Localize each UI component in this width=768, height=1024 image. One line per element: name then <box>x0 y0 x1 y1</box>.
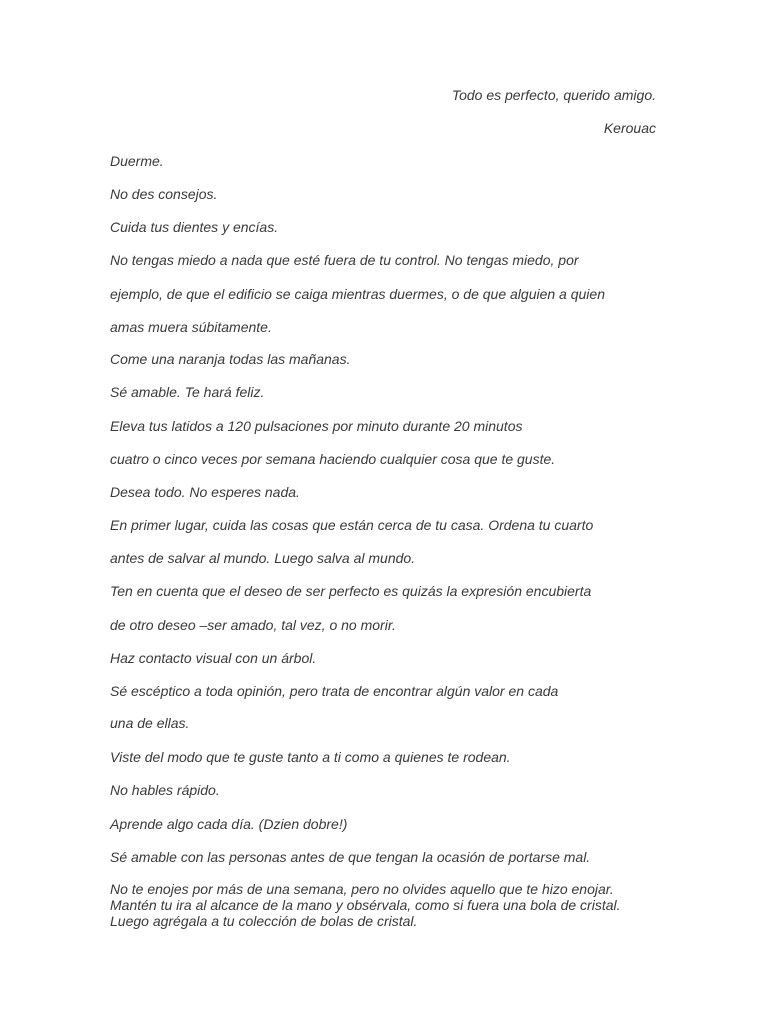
text-line: No hables rápido. <box>110 782 220 798</box>
text-line: una de ellas. <box>110 715 190 731</box>
text-line: ejemplo, de que el edificio se caiga mientras duermes, o de que alguien a quien <box>110 286 605 302</box>
epigraph-author: Kerouac <box>603 120 656 136</box>
text-line: Sé amable. Te hará feliz. <box>110 384 265 400</box>
text-line: No tengas miedo a nada que esté fuera de tu control. No tengas miedo, por <box>110 252 579 268</box>
text-line: Duerme. <box>110 153 164 169</box>
text-line: antes de salvar al mundo. Luego salva al mundo. <box>110 550 416 566</box>
text-line: amas muera súbitamente. <box>110 319 272 335</box>
text-line: Sé escéptico a toda opinión, pero trata de encontrar algún valor en cada <box>110 683 559 699</box>
text-line: Eleva tus latidos a 120 pulsaciones por minuto durante 20 minutos <box>110 418 523 434</box>
text-line: Viste del modo que te guste tanto a ti como a quienes te rodean. <box>110 749 511 765</box>
text-line: Desea todo. No esperes nada. <box>110 484 300 500</box>
final-paragraph <box>110 881 670 929</box>
text-line: No des consejos. <box>110 186 218 202</box>
text-line: Cuida tus dientes y encías. <box>110 219 279 235</box>
text-line: Ten en cuenta que el deseo de ser perfecto es quizás la expresión encubierta <box>110 583 592 599</box>
text-line: de otro deseo –ser amado, tal vez, o no morir. <box>110 617 396 633</box>
final-paragraph-line: Luego agrégala a tu colección de bolas de cristal. <box>110 913 418 929</box>
text-line: Come una naranja todas las mañanas. <box>110 351 351 367</box>
text-line: Haz contacto visual con un árbol. <box>110 650 317 666</box>
text-line: cuatro o cinco veces por semana haciendo cualquier cosa que te guste. <box>110 451 556 467</box>
text-line: Sé amable con las personas antes de que tengan la ocasión de portarse mal. <box>110 849 591 865</box>
text-line: Aprende algo cada día. (Dzien dobre!) <box>110 816 348 832</box>
epigraph-quote: Todo es perfecto, querido amigo. <box>451 87 656 103</box>
text-line: En primer lugar, cuida las cosas que están cerca de tu casa. Ordena tu cuarto <box>110 517 594 533</box>
final-paragraph-line: No te enojes por más de una semana, pero no olvides aquello que te hizo enojar. <box>110 881 614 897</box>
final-paragraph-line: Mantén tu ira al alcance de la mano y obsérvala, como si fuera una bola de cristal. <box>110 897 621 913</box>
